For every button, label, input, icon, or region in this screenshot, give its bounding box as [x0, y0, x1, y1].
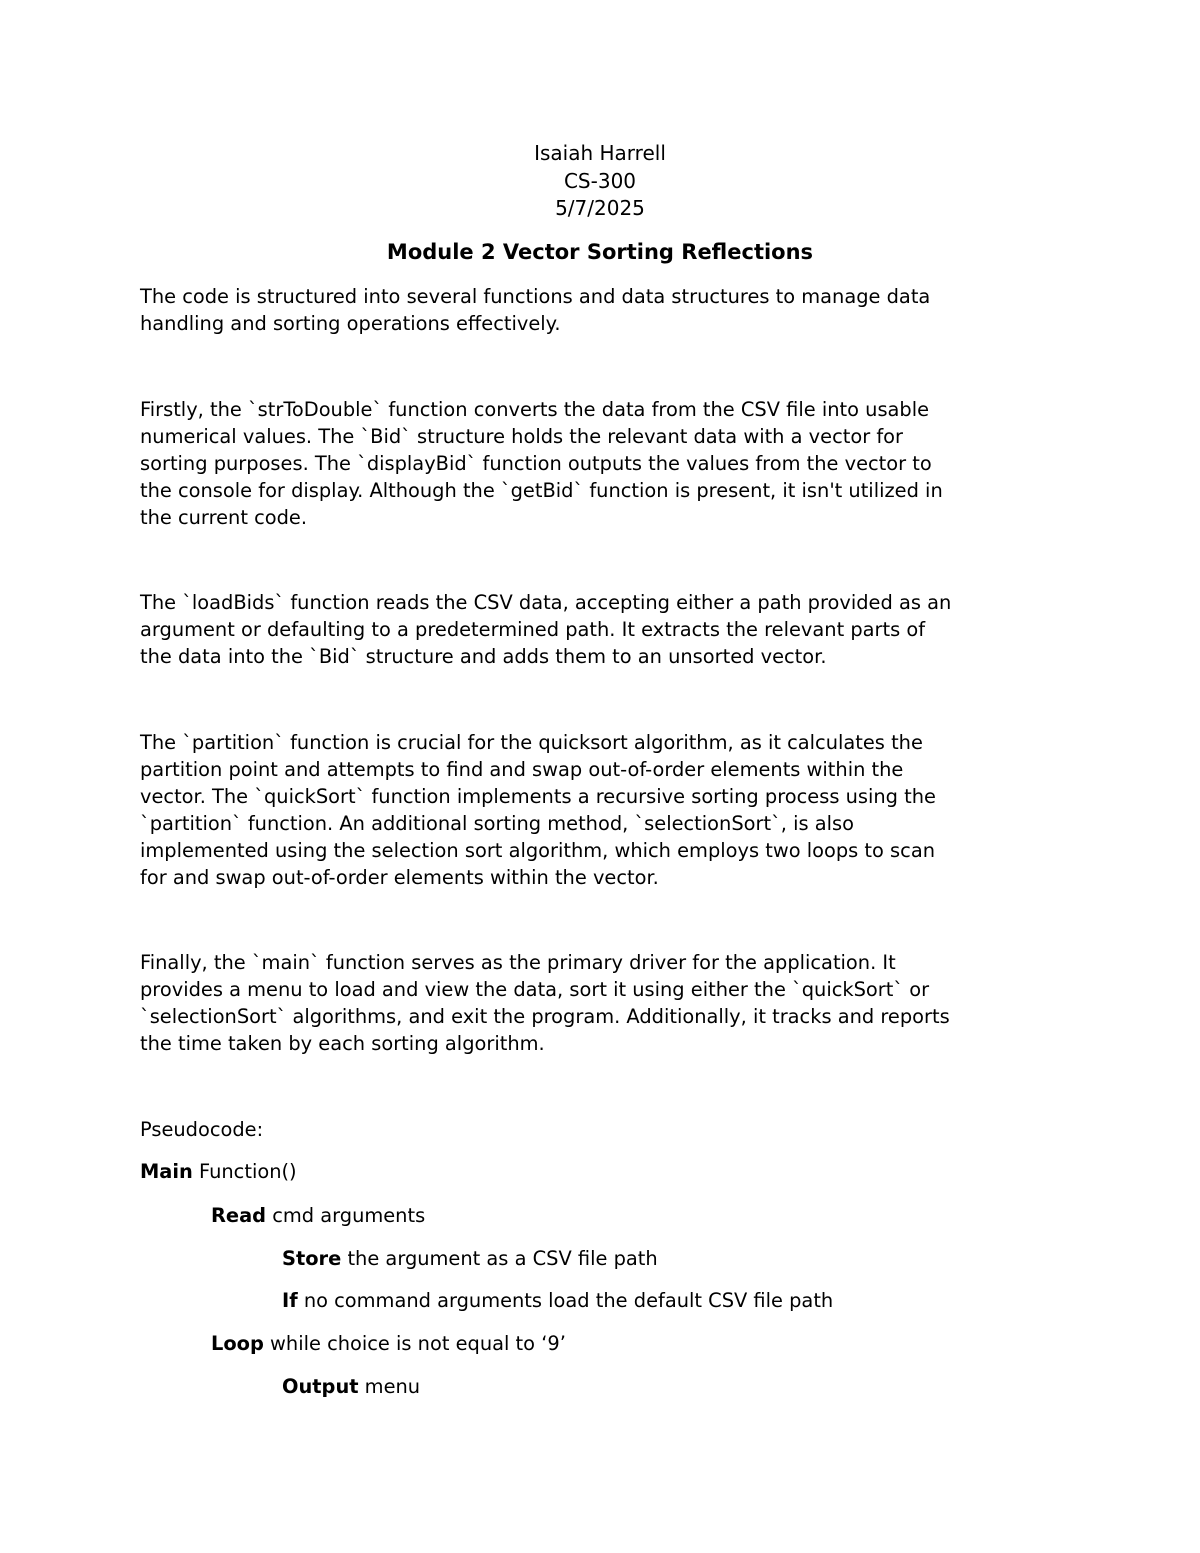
author-name: Isaiah Harrell: [534, 141, 666, 165]
pseudocode-keyword: Output: [282, 1375, 359, 1398]
paragraph-line: vector. The `quickSort` function implements a recursive sorting process using the: [140, 785, 936, 808]
paragraph-line: The code is structured into several functions and data structures to manage data: [140, 285, 931, 308]
pseudocode-text: menu: [358, 1375, 421, 1398]
document-title: Module 2 Vector Sorting Reflections: [386, 240, 814, 264]
pseudocode-text: while choice is not equal to ‘9’: [263, 1332, 566, 1355]
pseudocode-line: [140, 1158, 297, 1185]
pseudocode-line: [211, 1330, 566, 1357]
paragraph-line: implemented using the selection sort algorithm, which employs two loops to scan: [140, 839, 935, 862]
paragraph-line: the time taken by each sorting algorithm.: [140, 1032, 545, 1055]
document-header: [0, 140, 1200, 223]
pseudocode-line: [282, 1373, 420, 1400]
pseudocode-line: [282, 1245, 658, 1272]
paragraph-line: the console for display. Although the `getBid` function is present, it isn't utilized in: [140, 479, 943, 502]
paragraph-line: partition point and attempts to find and swap out-of-order elements within the: [140, 758, 904, 781]
pseudocode-keyword: Main: [140, 1160, 193, 1183]
pseudocode-keyword: Loop: [211, 1332, 264, 1355]
pseudocode-text: Function(): [192, 1160, 297, 1183]
paragraph-line: `partition` function. An additional sorting method, `selectionSort`, is also: [140, 812, 854, 835]
pseudocode-text: the argument as a CSV file path: [341, 1247, 658, 1270]
pseudocode-line: [211, 1202, 425, 1229]
pseudocode-keyword: Store: [282, 1247, 342, 1270]
pseudocode-keyword: Read: [211, 1204, 267, 1227]
paragraph-line: provides a menu to load and view the data, sort it using either the `quickSort` or: [140, 978, 930, 1001]
pseudocode-text: cmd arguments: [266, 1204, 426, 1227]
pseudocode-text: no command arguments load the default CSV file path: [297, 1289, 834, 1312]
pseudocode-label: Pseudocode:: [140, 1118, 264, 1141]
paragraph-line: handling and sorting operations effectively.: [140, 312, 561, 335]
paragraph-line: for and swap out-of-order elements within the vector.: [140, 866, 659, 889]
paragraph-line: Firstly, the `strToDouble` function converts the data from the CSV file into usable: [140, 398, 930, 421]
paragraph-line: sorting purposes. The `displayBid` function outputs the values from the vector to: [140, 452, 932, 475]
paragraph-line: argument or defaulting to a predetermined path. It extracts the relevant parts of: [140, 618, 926, 641]
paragraph-line: The `partition` function is crucial for the quicksort algorithm, as it calculates the: [140, 731, 923, 754]
document-date: 5/7/2025: [555, 196, 645, 220]
paragraph-line: the current code.: [140, 506, 308, 529]
paragraph-line: Finally, the `main` function serves as the primary driver for the application. It: [140, 951, 896, 974]
paragraph-line: numerical values. The `Bid` structure holds the relevant data with a vector for: [140, 425, 904, 448]
paragraph-line: the data into the `Bid` structure and adds them to an unsorted vector.: [140, 645, 827, 668]
paragraph-line: `selectionSort` algorithms, and exit the program. Additionally, it tracks and reports: [140, 1005, 950, 1028]
pseudocode-keyword: If: [282, 1289, 298, 1312]
paragraph-line: The `loadBids` function reads the CSV data, accepting either a path provided as an: [140, 591, 952, 614]
pseudocode-line: [282, 1287, 833, 1314]
course-code: CS-300: [563, 168, 637, 193]
